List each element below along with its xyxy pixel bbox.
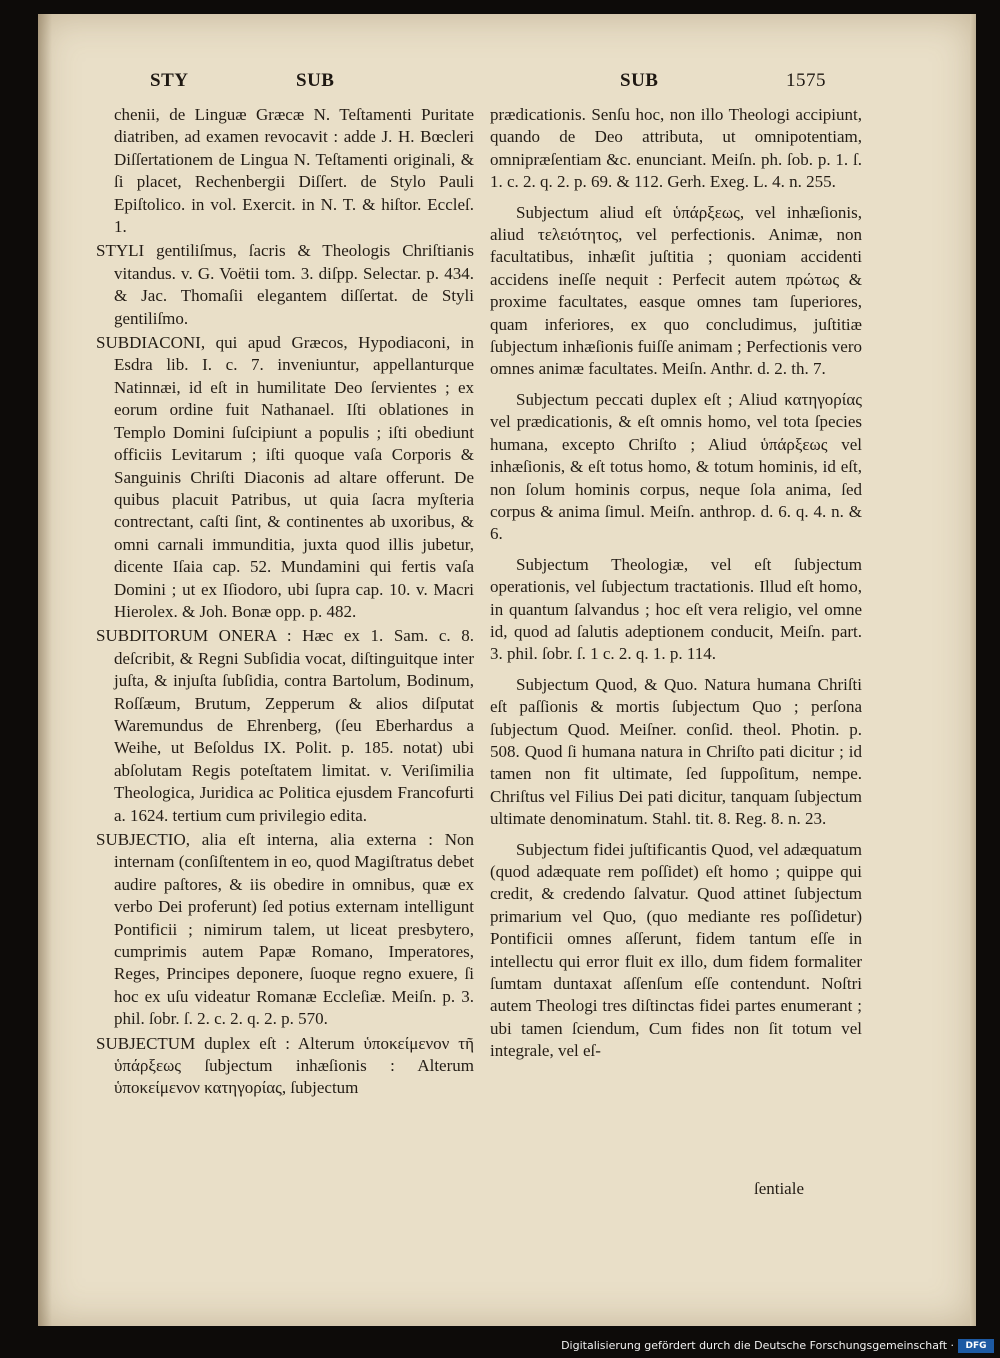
running-head-left-1: STY: [150, 70, 189, 91]
dfg-logo-icon: DFG: [958, 1339, 994, 1353]
digitization-footer: [0, 1336, 1000, 1358]
page-edge: [970, 14, 976, 1326]
right-para-5: Subjectum fidei juſtificantis Quod, vel adæquatum (quod adæquate rem poſſidet) eſt homo ; quippe qui credit, & credendo ſalvatur. Quod attinet ſubjectum primarium vel Quo, (quo mediante res poſſidetur) Pontificii omnes aſſerunt, fidem tantum eſſe in intellectu qui error fluit ex illo, dum fidem formaliter ſumtam duntaxat aſſenſum eſſe contendunt. Noſtri autem Theologi tres diſtinctas fidei partes enumerant ; ubi tamen ſciendum, Cum fides non ſit totum vel integrale, vel eſ-: [490, 839, 862, 1061]
right-para-3: Subjectum Theologiæ, vel eſt ſubjectum operationis, vel ſubjectum tractationis. Illud eſt homo, in quantum ſalvandus ; hoc eſt vera religio, vel omne id, quod ad ſalutis adeptionem conducit, Meiſn. part. 3. phil. ſobr. ſ. 1 c. 2. q. 1. p. 114.: [490, 554, 862, 664]
catchword: ſentiale: [753, 1179, 804, 1198]
page-number: 1575: [786, 70, 826, 91]
running-head-right-1: SUB: [620, 70, 659, 91]
scanned-book-page: [38, 14, 976, 1326]
left-entry-1: STYLI gentiliſmus, ſacris & Theologis Chriſtianis vitandus. v. G. Voëtii tom. 3. diſpp. Selectar. p. 434. & Jac. Thomaſii elegantem diſſertat. de Styli gentiliſmo.: [96, 241, 474, 328]
left-entry-2: SUBDIACONI, qui apud Græcos, Hypodiaconi, in Esdra lib. I. c. 7. inveniuntur, appellanturque Natinnæi, id eſt in humilitate Deo ſervientes ; ex eorum ordine fuit Nathanael. Iſti oblationes in Templo Domini ſuſcipiunt a populis ; iſti obediunt officiis Levitarum ; iſti quoque vaſa Corporis & Sanguinis Chriſti Diaconis ad altare offerunt. De quibus placuit Patribus, ut quia ſacra myſteria contrectant, caſti ſint, & continentes ab uxoribus, & omni carnali immunditia, juxta quod illis jubetur, dicente Iſaia cap. 52. Mundamini qui fertis vaſa Domini ; ut ex Iſiodoro, ubi ſupra cap. 10. v. Macri Hierolex. & Joh. Bonæ opp. p. 482.: [96, 333, 474, 621]
right-para-4: Subjectum Quod, & Quo. Natura humana Chriſti eſt paſſionis & mortis ſubjectum Quo ; perſona ſubjectum Quod. Meiſner. conſid. theol. Photin. p. 508. Quod ſi humana natura in Chriſto pati dicitur ; id tamen non fit ultimate, ſed ſuppoſitum, nempe. Chriſtus vel Filius Dei pati dicitur, tanquam ſubjectum ultimate denominatum. Stahl. tit. 8. Reg. 8. n. 23.: [490, 674, 862, 829]
gutter-shadow: [38, 14, 52, 1326]
left-entry-3: SUBDITORUM ONERA : Hæc ex 1. Sam. c. 8. deſcribit, & Regni Subſidia vocat, diſtinguitque inter juſta, & injuſta ſubſidia, contra Bartolum, Bodinum, Roſſæum, Brutum, Zepperum & alios diſputat Waremundus de Ehrenberg, (ſeu Eberhardus a Weihe, ut Beſoldus IX. Polit. p. 185. notat) ubi abſolutam Regis poteſtatem limitat. v. Veriſimilia Theologica, Juridica ac Politica ejusdem Francofurti a. 1624. tertium cum privilegio edita.: [96, 626, 474, 825]
right-para-0: prædicationis. Senſu hoc, non illo Theologi accipiunt, quando de Deo attributa, ut omnipotentiam, omnipræſentiam &c. enunciant. Meiſn. ph. ſob. p. 1. ſ. 1. c. 2. q. 2. p. 69. & 112. Gerh. Exeg. L. 4. n. 255.: [490, 105, 862, 192]
footer-credit: Digitalisierung gefördert durch die Deutsche Forschungsgemeinschaft ·: [561, 1339, 954, 1352]
left-entry-4: SUBJECTIO, alia eſt interna, alia externa : Non internam (conſiſtentem in eo, quod Magiſtratus debet audire paſtores, & iis obedire in omnibus, quæ ex verbo Dei proferunt) ſed potius externam intelligunt Pontificii ; nimirum talem, ut liceat presbytero, cumprimis autem Papæ Romano, Imperatores, Reges, Principes deponere, ſuoque regno exuere, ſi hoc ex uſu videatur Romanæ Eccleſiæ. Meiſn. p. 3. phil. ſobr. ſ. 2. c. 2. q. 2. p. 570.: [96, 830, 474, 1029]
right-para-1: Subjectum aliud eſt ὑπάρξεως, vel inhæſionis, aliud τελειότητος, vel perfectionis. Animæ, non facultatibus, inhæſit juſtitia ; quoniam accidenti accidens ineſſe nequit : Perfecit autem πρώτως & proxime facultates, easque omnes tam ſuperiores, quam inferiores, ex quo concludimus, juſtitiæ ſubjectum inhæſionis fuiſſe animam ; Perfectionis vero omnes animæ facultates. Meiſn. Anthr. d. 2. th. 7.: [490, 202, 862, 379]
right-para-2: Subjectum peccati duplex eſt ; Aliud κατηγορίας vel prædicationis, & eſt omnis homo, vel tota ſpecies humana, excepto Chriſto ; Aliud ὑπάρξεως vel inhæſionis, & eſt totus homo, & totum hominis, id eſt, non ſolum hominis corpus, neque ſola anima, ſed corpus & anima ſimul. Meiſn. anthrop. d. 6. q. 4. n. & 6.: [490, 389, 862, 544]
left-column: [96, 104, 474, 1102]
right-column: [490, 104, 862, 1071]
running-head-left-2: SUB: [296, 70, 335, 91]
left-entry-5: SUBJECTUM duplex eſt : Alterum ὑποκείμενον τῆ ὑπάρξεως ſubjectum inhæſionis : Alterum ὑποκείμενον κατηγορίας, ſubjectum: [96, 1033, 474, 1098]
left-entry-0: chenii, de Linguæ Græcæ N. Teſtamenti Puritate diatriben, ad examen revocavit : adde J. H. Bœcleri Diſſertationem de Lingua N. Teſtamenti originali, & ſi placet, Rechenbergii Diſſert. de Stylo Pauli Epiſtolico. in vol. Exercit. in N. T. & hiſtor. Eccleſ. 1.: [114, 105, 474, 237]
